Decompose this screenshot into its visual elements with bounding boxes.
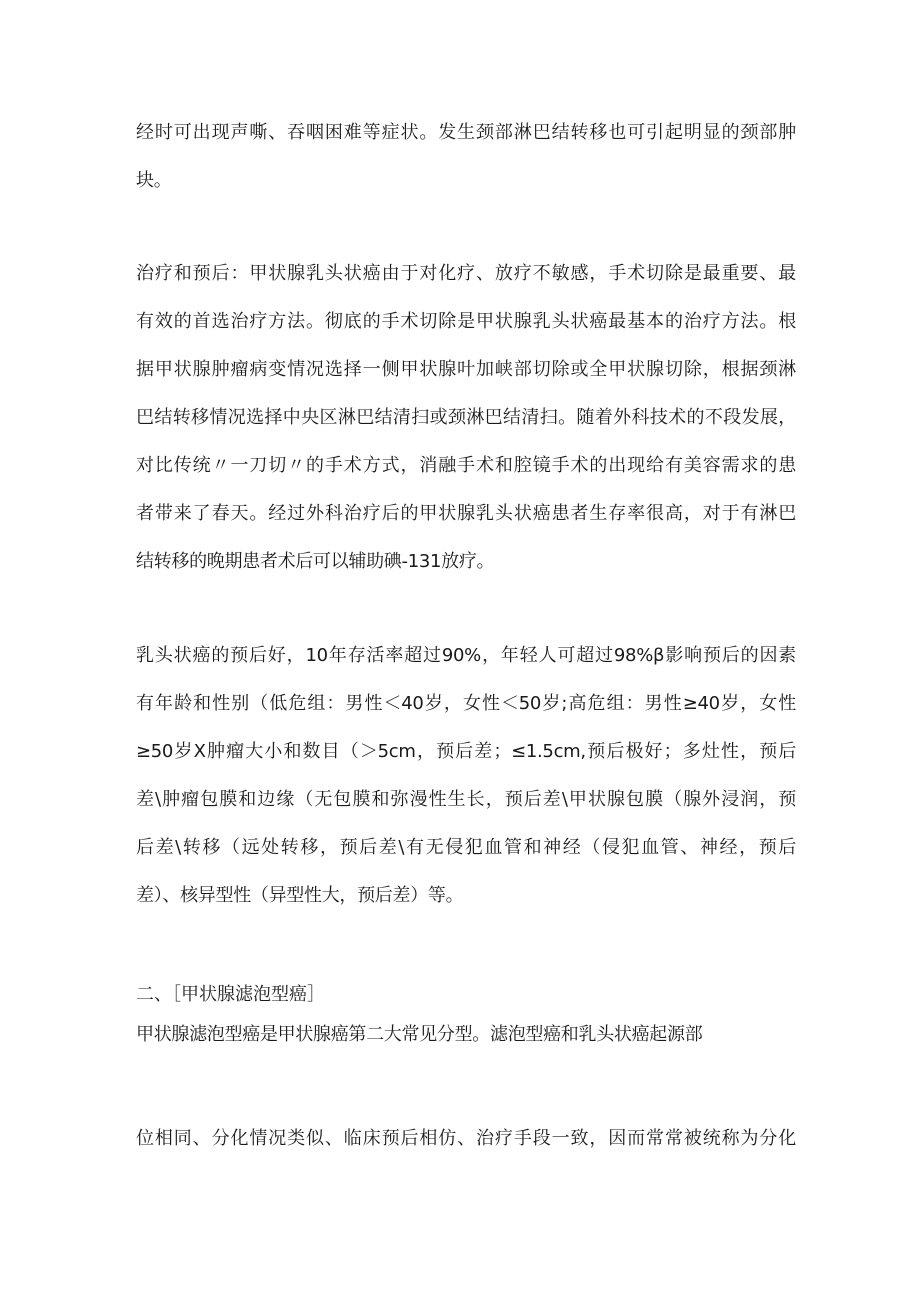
text-line: 者带来了春天。经过外科治疗后的甲状腺乳头状癌患者生存率很高，对于有淋巴 bbox=[136, 503, 796, 524]
section-heading: 二、［甲状腺滤泡型癌］ bbox=[136, 984, 325, 1005]
text-line: 有年龄和性别（低危组：男性＜40岁，女性＜50岁;高危组：男性≥40岁，女性 bbox=[136, 693, 796, 714]
text-line: ≥50岁X肿瘤大小和数目（＞5cm，预后差；≤1.5cm,预后极好；多灶性，预后 bbox=[136, 741, 796, 762]
text-line: 对比传统〃一刀切〃的手术方式，消融手术和腔镜手术的出现给有美容需求的患 bbox=[136, 455, 796, 476]
text-line: 位相同、分化情况类似、临床预后相仿、治疗手段一致，因而常常被统称为分化 bbox=[136, 1128, 796, 1149]
text-line: 结转移的晚期患者术后可以辅助碘-131放疗。 bbox=[136, 551, 495, 572]
text-line: 差）、核异型性（异型性大，预后差）等。 bbox=[136, 885, 464, 906]
text-line: 甲状腺滤泡型癌是甲状腺癌第二大常见分型。滤泡型癌和乳头状癌起源部 bbox=[136, 1024, 703, 1045]
text-line: 巴结转移情况选择中央区淋巴结清扫或颈淋巴结清扫。随着外科技术的不段发展， bbox=[136, 407, 796, 428]
text-line: 块。 bbox=[136, 170, 172, 191]
paragraph-follicular-intro bbox=[136, 1011, 796, 1059]
text-line: 有效的首选治疗方法。彻底的手术切除是甲状腺乳头状癌最基本的治疗方法。根 bbox=[136, 311, 796, 332]
text-line: 后差\转移（远处转移，预后差\有无侵犯血管和神经（侵犯血管、神经，预后 bbox=[136, 837, 796, 858]
text-line: 治疗和预后：甲状腺乳头状癌由于对化疗、放疗不敏感，手术切除是最重要、最 bbox=[136, 263, 796, 284]
text-line: 乳头状癌的预后好，10年存活率超过90%，年轻人可超过98%β影响预后的因素 bbox=[136, 645, 796, 666]
paragraph-follicular-continued bbox=[136, 1115, 796, 1163]
text-line: 经时可出现声嘶、吞咽困难等症状。发生颈部淋巴结转移也可引起明显的颈部肿 bbox=[136, 122, 796, 143]
paragraph-treatment-prognosis bbox=[136, 250, 796, 586]
paragraph-symptoms bbox=[136, 109, 796, 205]
text-line: 据甲状腺肿瘤病变情况选择一侧甲状腺叶加峡部切除或全甲状腺切除，根据颈淋 bbox=[136, 359, 796, 380]
paragraph-prognosis-factors bbox=[136, 632, 796, 920]
text-line: 差\肿瘤包膜和边缘（无包膜和弥漫性生长，预后差\甲状腺包膜（腺外浸润，预 bbox=[136, 789, 796, 810]
